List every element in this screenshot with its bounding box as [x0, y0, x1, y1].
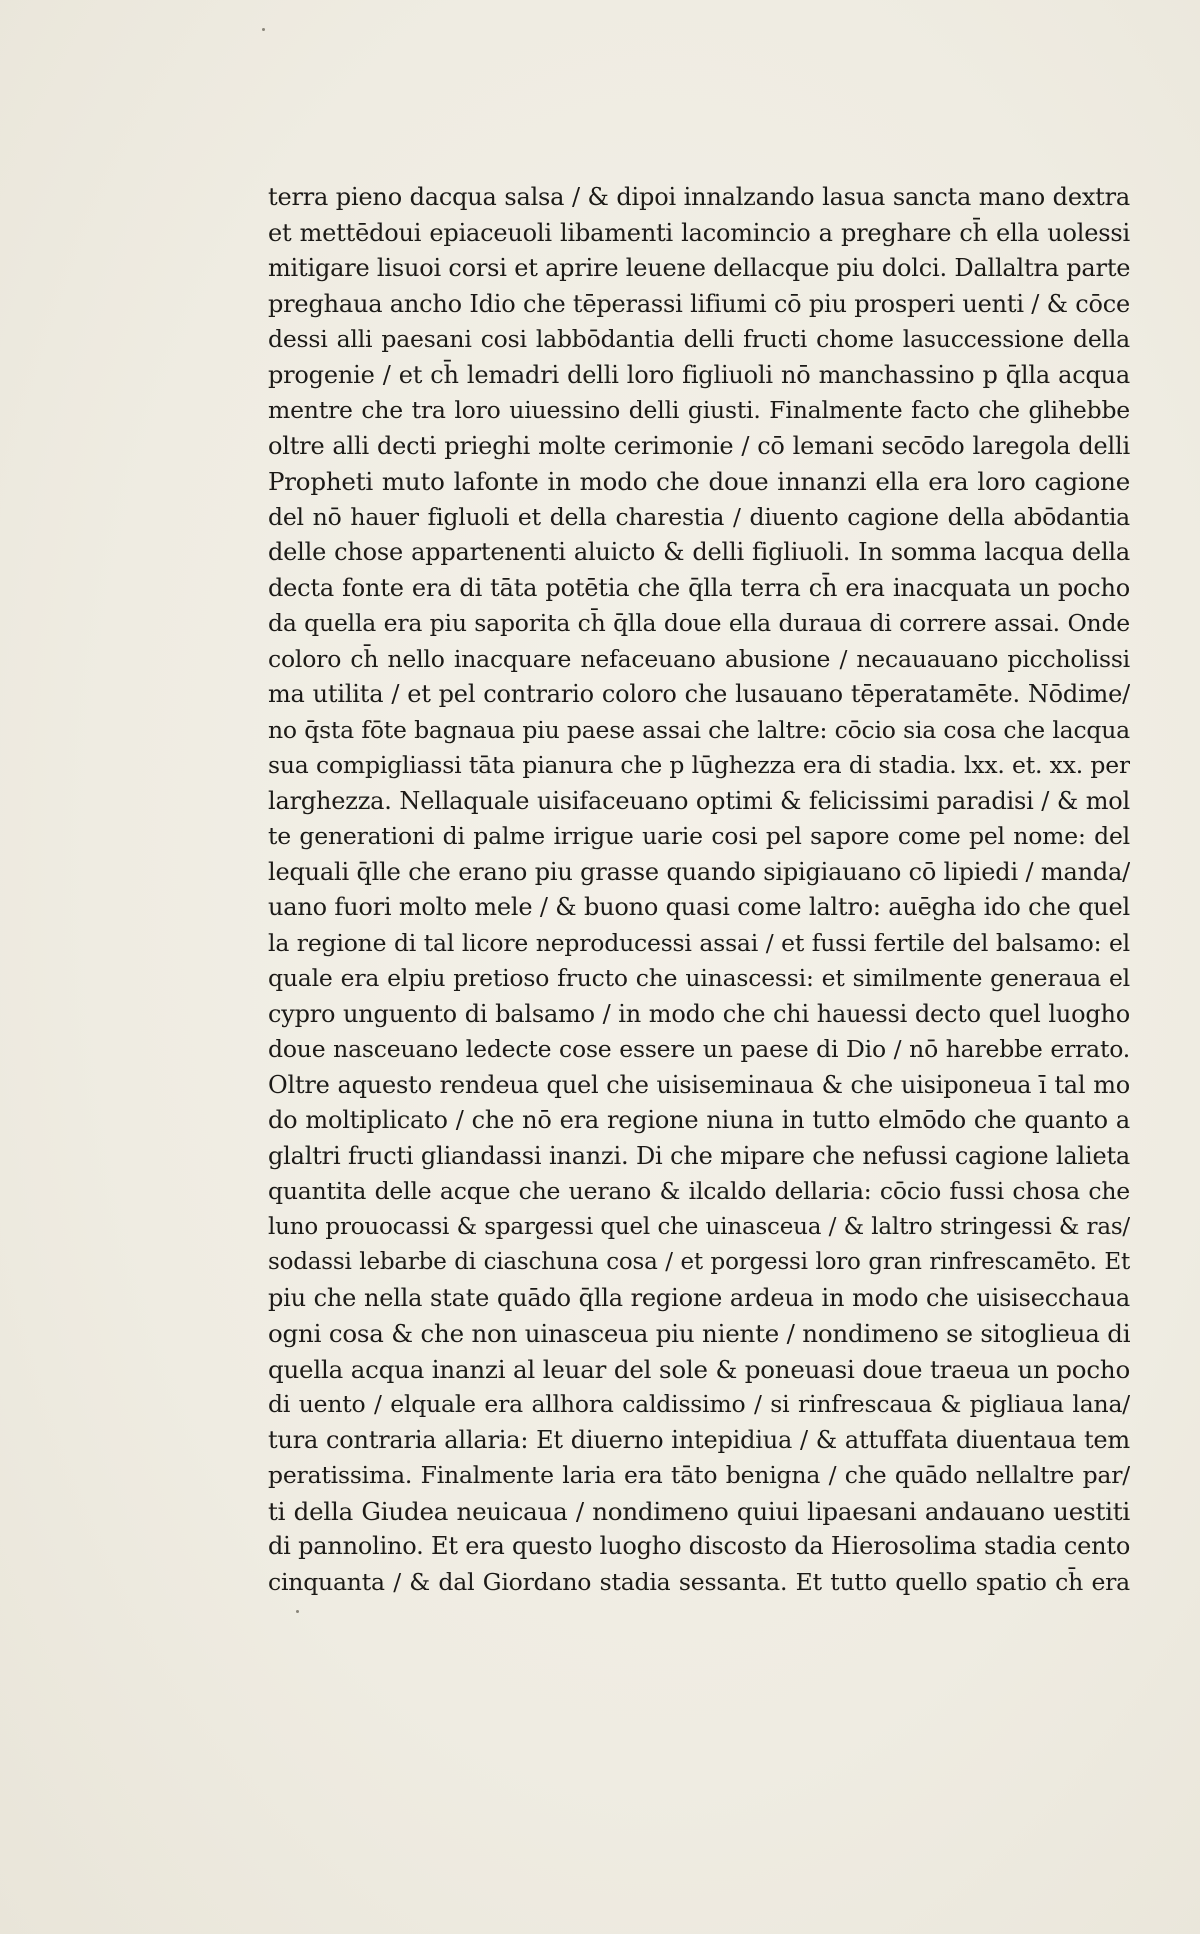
text-line: piu che nella state quādo q̄lla regione ardeua in modo che uisisecchaua	[268, 1283, 1130, 1312]
text-line: sua compigliassi tāta pianura che p lūghezza era di stadia. lxx. et. xx. per	[268, 751, 1130, 779]
text-line: quantita delle acque che uerano & ilcaldo dellaria: cōcio fussi chosa che	[268, 1177, 1130, 1205]
text-line: coloro ch̄ nello inacquare nefaceuano abusione / necauauano piccholissi	[268, 644, 1130, 673]
text-line: quella acqua inanzi al leuar del sole & poneuasi doue traeua un pocho	[268, 1354, 1130, 1384]
text-line: dessi alli paesani cosi labbōdantia delli fructi chome lasuccessione della	[268, 325, 1130, 353]
text-line: glaltri fructi gliandassi inanzi. Di che mipare che nefussi cagione lalieta	[268, 1141, 1130, 1170]
text-line: ogni cosa & che non uinasceua piu niente / nondimeno se sitoglieua di	[268, 1319, 1130, 1348]
text-line: doue nasceuano ledecte cose essere un paese di Dio / nō harebbe errato.	[268, 1035, 1130, 1063]
text-line: oltre alli decti prieghi molte cerimonie / cō lemani secōdo laregola delli	[268, 431, 1130, 460]
text-line: di pannolino. Et era questo luogho discosto da Hierosolima stadia cento	[268, 1532, 1130, 1560]
text-line: et mettēdoui epiaceuoli libamenti lacomincio a preghare ch̄ ella uolessi	[268, 218, 1130, 247]
text-line: lequali q̄lle che erano piu grasse quando sipigiauano cō lipiedi / manda/	[268, 857, 1130, 886]
text-line: delle chose appartenenti aluicto & delli figliuoli. In somma lacqua della	[268, 538, 1130, 566]
text-line: tura contraria allaria: Et diuerno intepidiua / & attuffata diuentaua tem	[268, 1425, 1130, 1454]
text-line: preghaua ancho Idio che tēperassi lifiumi cō piu prosperi uenti / & cōce	[268, 289, 1130, 318]
text-line: progenie / et ch̄ lemadri delli loro figliuoli nō manchassino p q̄lla acqua	[268, 360, 1130, 389]
text-line: larghezza. Nellaquale uisifaceuano optimi & felicissimi paradisi / & mol	[268, 786, 1130, 815]
ink-speck	[262, 28, 265, 31]
text-line: peratissima. Finalmente laria era tāto benigna / che quādo nellaltre par/	[268, 1461, 1130, 1489]
ink-speck	[296, 1610, 299, 1613]
text-line: di uento / elquale era allhora caldissimo / si rinfrescaua & pigliaua lana/	[268, 1390, 1130, 1418]
text-line: del nō hauer figluoli et della charestia / diuento cagione della abōdantia	[268, 502, 1130, 531]
text-line: luno prouocassi & spargessi quel che uinasceua / & laltro stringessi & ras/	[268, 1213, 1130, 1240]
text-line: uano fuori molto mele / & buono quasi come laltro: auēgha ido che quel	[268, 893, 1130, 921]
text-line: Propheti muto lafonte in modo che doue innanzi ella era loro cagione	[268, 467, 1130, 496]
text-line: da quella era piu saporita ch̄ q̄lla doue ella duraua di correre assai. Onde	[268, 609, 1130, 637]
text-line: mitigare lisuoi corsi et aprire leuene dellacque piu dolci. Dallaltra parte	[268, 254, 1130, 282]
text-line: cinquanta / & dal Giordano stadia sessanta. Et tutto quello spatio ch̄ era	[268, 1567, 1130, 1596]
text-line: no q̄sta fōte bagnaua piu paese assai che laltre: cōcio sia cosa che lacqua	[268, 715, 1130, 744]
text-line: do moltiplicato / che nō era regione niuna in tutto elmōdo che quanto a	[268, 1106, 1130, 1134]
text-line: terra pieno dacqua salsa / & dipoi innalzando lasua sancta mano dextra	[268, 183, 1130, 211]
text-line: quale era elpiu pretioso fructo che uinascessi: et similmente generaua el	[268, 964, 1130, 992]
text-column	[268, 180, 1130, 1600]
text-line: la regione di tal licore neproducessi assai / et fussi fertile del balsamo: el	[268, 928, 1130, 957]
text-line: cypro unguento di balsamo / in modo che chi hauessi decto quel luogho	[268, 999, 1130, 1028]
text-line: Oltre aquesto rendeua quel che uisiseminaua & che uisiponeua ī tal mo	[268, 1070, 1130, 1099]
text-line: ti della Giudea neuicaua / nondimeno quiui lipaesani andauano uestiti	[268, 1496, 1130, 1526]
text-line: te generationi di palme irrigue uarie cosi pel sapore come pel nome: del	[268, 822, 1130, 850]
text-line: mentre che tra loro uiuessino delli giusti. Finalmente facto che glihebbe	[268, 396, 1130, 424]
text-line: decta fonte era di tāta potētia che q̄lla terra ch̄ era inacquata un pocho	[268, 573, 1130, 602]
text-line: ma utilita / et pel contrario coloro che lusauano tēperatamēte. Nōdime/	[268, 680, 1130, 708]
text-line: sodassi lebarbe di ciaschuna cosa / et porgessi loro gran rinfrescamēto. Et	[268, 1249, 1130, 1275]
